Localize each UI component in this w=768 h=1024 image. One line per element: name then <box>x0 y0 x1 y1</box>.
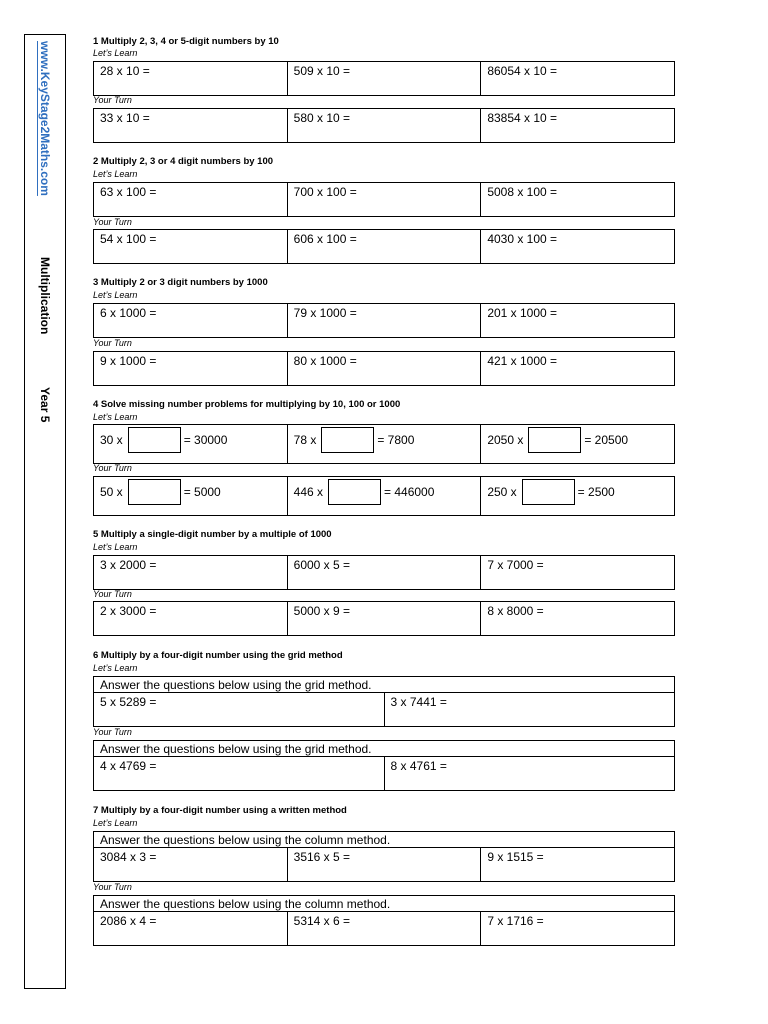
section-6-title: 6 Multiply by a four-digit number using the grid method <box>93 650 343 661</box>
missing-number-cell <box>287 477 481 516</box>
question-cell[interactable]: 79 x 1000 = <box>287 304 481 338</box>
question-cell[interactable]: 8 x 4761 = <box>384 757 675 791</box>
equation-left: 446 x <box>293 485 324 499</box>
section-2-turn-table <box>93 229 675 264</box>
year-label: Year 5 <box>38 387 52 423</box>
your-turn-label: Your Turn <box>93 217 132 227</box>
equation-left: 30 x <box>100 433 123 447</box>
question-cell[interactable]: 28 x 10 = <box>94 62 288 96</box>
question-cell[interactable]: 2086 x 4 = <box>94 912 288 946</box>
section-1-learn-table <box>93 61 675 96</box>
missing-number-cell <box>481 477 675 516</box>
question-cell[interactable]: 8 x 8000 = <box>481 602 675 636</box>
equation-right: = 20500 <box>584 433 629 447</box>
missing-number-cell <box>94 477 288 516</box>
answer-box[interactable] <box>528 427 581 453</box>
lets-learn-label: Let’s Learn <box>93 48 138 58</box>
question-cell[interactable]: 3084 x 3 = <box>94 848 288 882</box>
question-cell[interactable]: 5000 x 9 = <box>287 602 481 636</box>
equation-left: 50 x <box>100 485 123 499</box>
topic-label: Multiplication <box>38 257 52 335</box>
sidebar <box>24 34 66 989</box>
question-cell[interactable]: 6000 x 5 = <box>287 556 481 590</box>
section-5-learn-table <box>93 555 675 590</box>
question-cell[interactable]: 5008 x 100 = <box>481 183 675 217</box>
missing-number-cell <box>287 425 481 464</box>
question-cell[interactable]: 6 x 1000 = <box>94 304 288 338</box>
section-5-title: 5 Multiply a single-digit number by a multiple of 1000 <box>93 529 332 540</box>
answer-box[interactable] <box>321 427 374 453</box>
question-cell[interactable]: 5314 x 6 = <box>287 912 481 946</box>
question-cell[interactable]: 33 x 10 = <box>94 109 288 143</box>
section-4-learn-table <box>93 424 675 464</box>
section-3-title: 3 Multiply 2 or 3 digit numbers by 1000 <box>93 277 268 288</box>
your-turn-label: Your Turn <box>93 338 132 348</box>
question-cell[interactable]: 3516 x 5 = <box>287 848 481 882</box>
section-1-title: 1 Multiply 2, 3, 4 or 5-digit numbers by 10 <box>93 36 279 47</box>
missing-number-cell <box>481 425 675 464</box>
section-2-learn-table <box>93 182 675 217</box>
question-cell[interactable]: 80 x 1000 = <box>287 352 481 386</box>
answer-box[interactable] <box>522 479 575 505</box>
your-turn-label: Your Turn <box>93 727 132 737</box>
question-cell[interactable]: 54 x 100 = <box>94 230 288 264</box>
question-cell[interactable]: 7 x 1716 = <box>481 912 675 946</box>
section-7-title: 7 Multiply by a four-digit number using a written method <box>93 805 347 816</box>
website-link[interactable]: www.KeyStage2Maths.com <box>38 41 52 196</box>
equation-left: 250 x <box>487 485 517 499</box>
section-4-title: 4 Solve missing number problems for multiplying by 10, 100 or 1000 <box>93 399 401 410</box>
lets-learn-label: Let’s Learn <box>93 818 138 828</box>
lets-learn-label: Let’s Learn <box>93 290 138 300</box>
question-cell[interactable]: 3 x 7441 = <box>384 693 675 727</box>
equation-right: = 7800 <box>377 433 415 447</box>
question-cell[interactable]: 580 x 10 = <box>287 109 481 143</box>
lets-learn-label: Let’s Learn <box>93 412 138 422</box>
equation-left: 78 x <box>293 433 317 447</box>
section-7-learn-table <box>93 831 675 882</box>
equation-right: = 446000 <box>384 485 435 499</box>
answer-box[interactable] <box>328 479 381 505</box>
equation-right: = 2500 <box>577 485 615 499</box>
instruction-text: Answer the questions below using the column method. <box>94 832 675 848</box>
instruction-text: Answer the questions below using the grid method. <box>94 677 675 693</box>
section-6-turn-table <box>93 740 675 791</box>
question-cell[interactable]: 201 x 1000 = <box>481 304 675 338</box>
lets-learn-label: Let’s Learn <box>93 663 138 673</box>
section-6-learn-table <box>93 676 675 727</box>
section-1-turn-table <box>93 108 675 143</box>
equation-left: 2050 x <box>487 433 524 447</box>
section-3-learn-table <box>93 303 675 338</box>
lets-learn-label: Let’s Learn <box>93 542 138 552</box>
your-turn-label: Your Turn <box>93 589 132 599</box>
your-turn-label: Your Turn <box>93 882 132 892</box>
question-cell[interactable]: 9 x 1515 = <box>481 848 675 882</box>
question-cell[interactable]: 3 x 2000 = <box>94 556 288 590</box>
answer-box[interactable] <box>128 427 181 453</box>
section-7-turn-table <box>93 895 675 946</box>
question-cell[interactable]: 509 x 10 = <box>287 62 481 96</box>
equation-right: = 30000 <box>183 433 228 447</box>
answer-box[interactable] <box>128 479 181 505</box>
question-cell[interactable]: 700 x 100 = <box>287 183 481 217</box>
question-cell[interactable]: 7 x 7000 = <box>481 556 675 590</box>
section-5-turn-table <box>93 601 675 636</box>
question-cell[interactable]: 4030 x 100 = <box>481 230 675 264</box>
instruction-text: Answer the questions below using the column method. <box>94 896 675 912</box>
question-cell[interactable]: 86054 x 10 = <box>481 62 675 96</box>
section-2-title: 2 Multiply 2, 3 or 4 digit numbers by 100 <box>93 156 274 167</box>
section-4-turn-table <box>93 476 675 516</box>
missing-number-cell <box>94 425 288 464</box>
question-cell[interactable]: 2 x 3000 = <box>94 602 288 636</box>
question-cell[interactable]: 421 x 1000 = <box>481 352 675 386</box>
question-cell[interactable]: 4 x 4769 = <box>94 757 385 791</box>
your-turn-label: Your Turn <box>93 95 132 105</box>
equation-right: = 5000 <box>183 485 221 499</box>
instruction-text: Answer the questions below using the grid method. <box>94 741 675 757</box>
question-cell[interactable]: 9 x 1000 = <box>94 352 288 386</box>
question-cell[interactable]: 606 x 100 = <box>287 230 481 264</box>
lets-learn-label: Let’s Learn <box>93 169 138 179</box>
section-3-turn-table <box>93 351 675 386</box>
question-cell[interactable]: 83854 x 10 = <box>481 109 675 143</box>
question-cell[interactable]: 5 x 5289 = <box>94 693 385 727</box>
your-turn-label: Your Turn <box>93 463 132 473</box>
question-cell[interactable]: 63 x 100 = <box>94 183 288 217</box>
